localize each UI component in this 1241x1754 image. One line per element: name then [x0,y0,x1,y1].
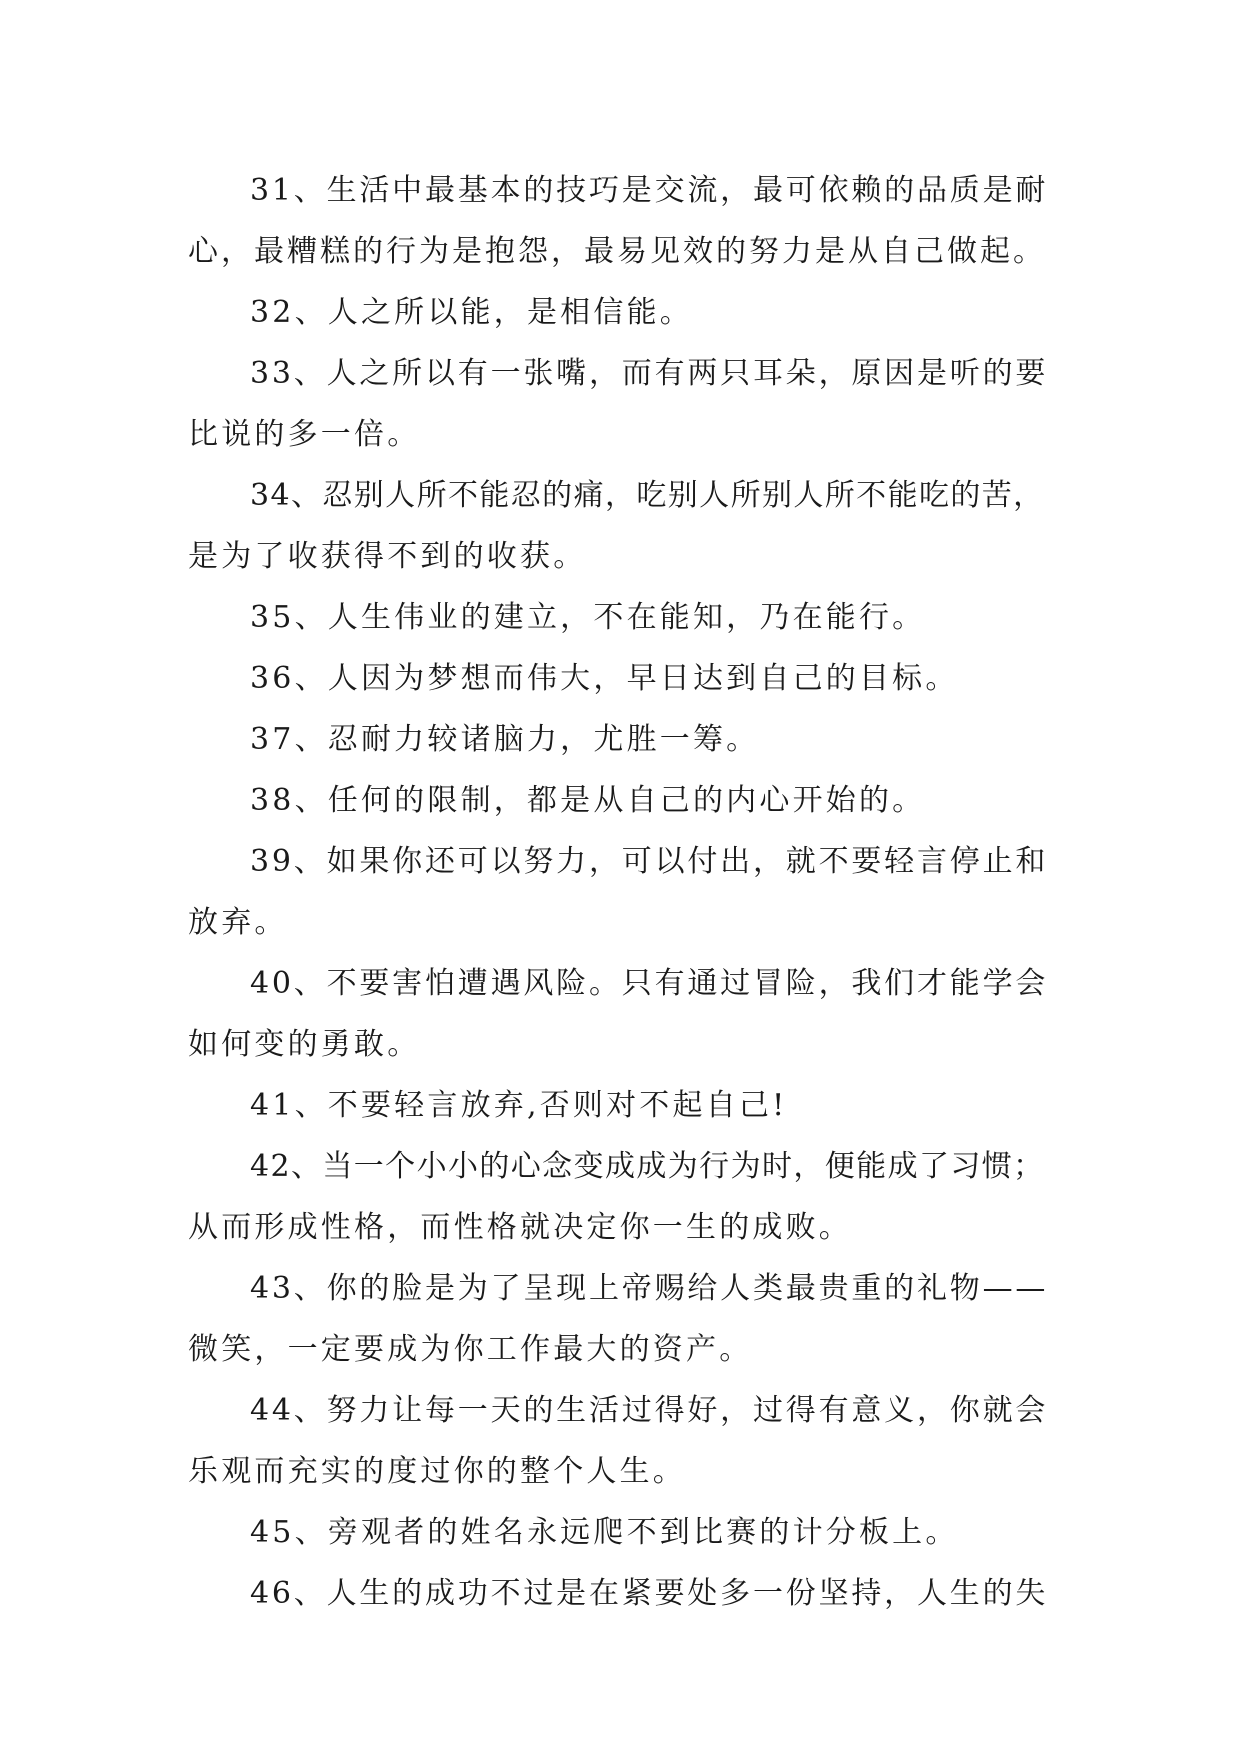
quote-paragraph [188,160,1048,282]
quote-paragraph [188,343,1048,465]
text-line: 39、如果你还可以努力，可以付出，就不要轻言停止和 [250,844,1049,879]
quote-paragraph [188,1380,1048,1502]
text-line: 37、忍耐力较诸脑力，尤胜一筹。 [250,722,760,757]
quote-paragraph [188,1075,1048,1136]
text-line: 放弃。 [188,905,288,940]
quote-paragraph [188,831,1048,953]
text-line: 40、不要害怕遭遇风险。只有通过冒险，我们才能学会 [250,966,1049,1001]
document-body [188,160,1048,1624]
text-line: 心，最糟糕的行为是抱怨，最易见效的努力是从自己做起。 [188,234,1046,269]
quote-paragraph [188,1563,1048,1624]
text-line: 从而形成性格，而性格就决定你一生的成败。 [188,1210,852,1245]
text-line: 38、任何的限制，都是从自己的内心开始的。 [250,783,926,818]
quote-paragraph [188,648,1048,709]
text-line: 微笑，一定要成为你工作最大的资产。 [188,1332,753,1367]
quote-paragraph [188,770,1048,831]
quote-paragraph [188,587,1048,648]
text-line: 32、人之所以能，是相信能。 [250,295,693,330]
text-line: 36、人因为梦想而伟大，早日达到自己的目标。 [250,661,959,696]
quote-paragraph [188,465,1048,587]
text-line: 35、人生伟业的建立，不在能知，乃在能行。 [250,600,926,635]
quote-paragraph [188,1258,1048,1380]
text-line: 43、你的脸是为了呈现上帝赐给人类最贵重的礼物—— [250,1271,1049,1306]
quote-paragraph [188,1502,1048,1563]
quote-paragraph [188,953,1048,1075]
text-line: 乐观而充实的度过你的整个人生。 [188,1454,686,1489]
text-line: 41、不要轻言放弃,否则对不起自己! [250,1088,788,1123]
quote-paragraph [188,709,1048,770]
text-line: 42、当一个小小的心念变成成为行为时，便能成了习惯； [250,1149,1045,1184]
text-line: 46、人生的成功不过是在紧要处多一份坚持，人生的失 [250,1576,1049,1611]
quote-paragraph [188,282,1048,343]
text-line: 44、努力让每一天的生活过得好，过得有意义，你就会 [250,1393,1049,1428]
text-line: 31、生活中最基本的技巧是交流，最可依赖的品质是耐 [250,173,1049,208]
text-line: 33、人之所以有一张嘴，而有两只耳朵，原因是听的要 [250,356,1049,391]
quote-paragraph [188,1136,1048,1258]
text-line: 45、旁观者的姓名永远爬不到比赛的计分板上。 [250,1515,959,1550]
text-line: 比说的多一倍。 [188,417,421,452]
text-line: 是为了收获得不到的收获。 [188,539,587,574]
text-line: 如何变的勇敢。 [188,1027,421,1062]
text-line: 34、忍别人所不能忍的痛，吃别人所别人所不能吃的苦， [250,478,1045,513]
